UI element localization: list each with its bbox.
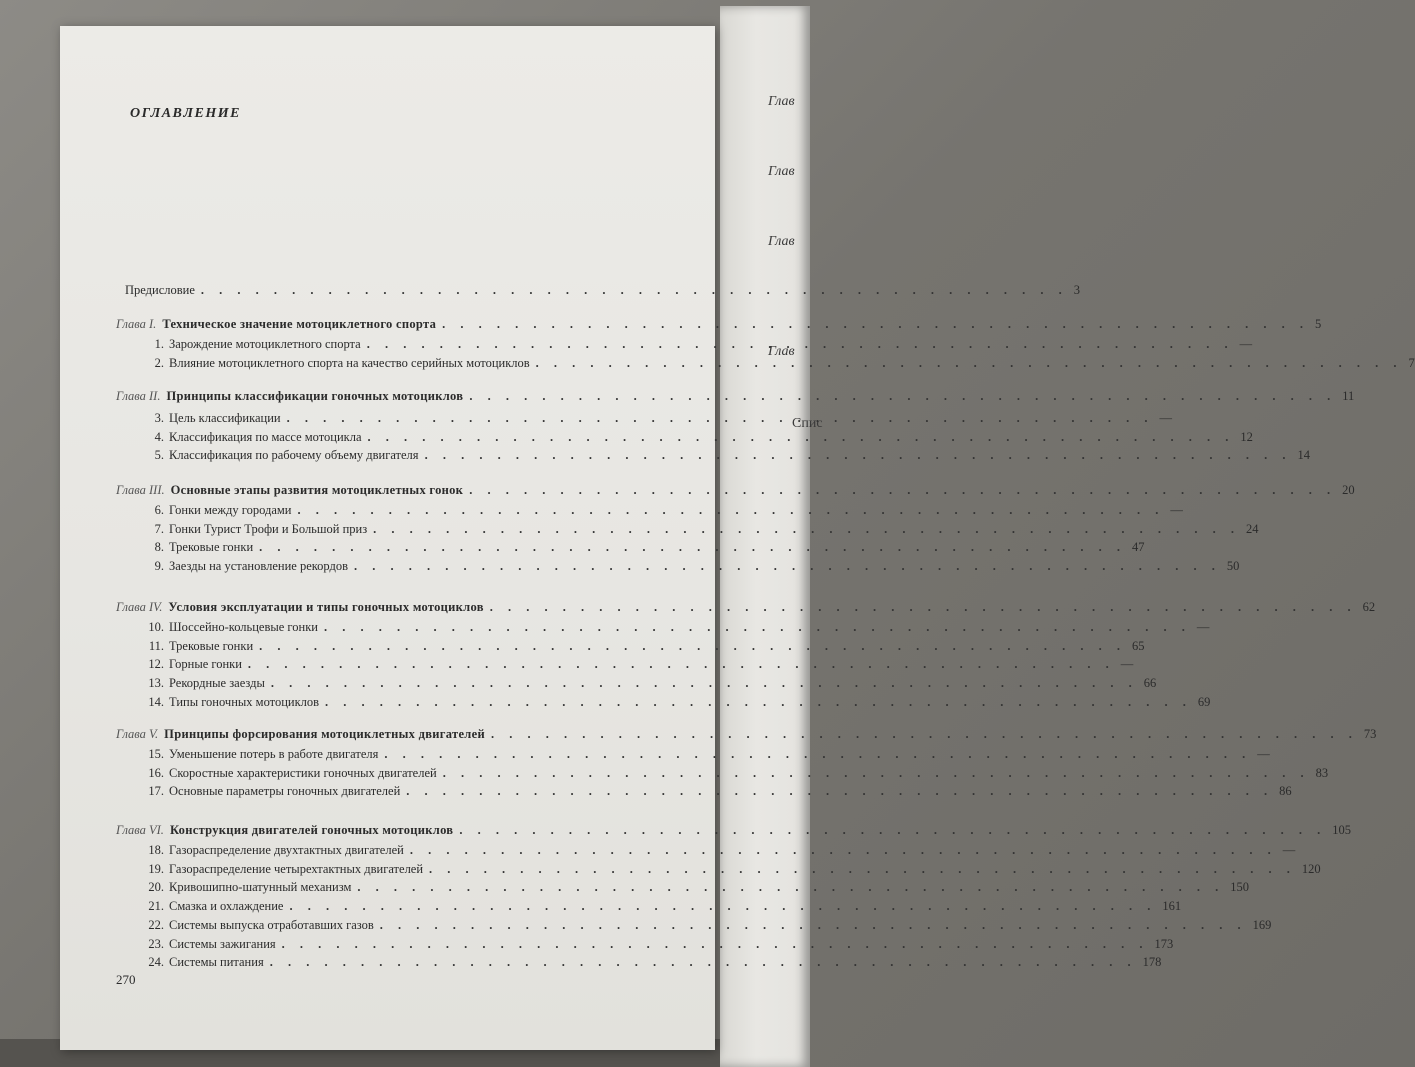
toc-section-entry	[146, 675, 1157, 691]
toc-section-label	[146, 619, 318, 635]
leader-dots	[429, 861, 1296, 877]
chapter-title: Основные этапы развития мотоциклетных гонок	[170, 483, 464, 497]
section-title: Зарождение мотоциклетного спорта	[169, 337, 361, 351]
section-number: 15.	[148, 747, 164, 761]
leader-dots	[201, 282, 1068, 298]
toc-section-entry	[146, 638, 1145, 654]
toc-page-number: 11	[1342, 389, 1355, 403]
leader-dots	[287, 410, 1154, 426]
section-number: 10.	[148, 620, 164, 634]
section-title: Шоссейно-кольцевые гонки	[169, 620, 318, 634]
section-title: Классификация по массе мотоцикла	[169, 429, 362, 444]
section-number: 6.	[154, 503, 164, 517]
section-number: 20.	[148, 880, 164, 895]
section-number: 5.	[154, 448, 164, 463]
section-title: Газораспределение двухтактных двигателей	[169, 843, 404, 857]
toc-section-entry	[146, 619, 1210, 635]
leader-dots	[324, 619, 1191, 635]
leader-dots	[410, 842, 1277, 858]
section-number: 16.	[148, 765, 164, 780]
toc-chapter-label	[116, 482, 463, 498]
section-title: Гонки между городами	[169, 503, 292, 517]
toc-section-label	[146, 638, 253, 654]
toc-page-number: 50	[1226, 559, 1240, 574]
toc-page-number: 65	[1132, 638, 1145, 653]
toc-chapter-entry	[116, 599, 1376, 615]
toc-page-number: —	[1170, 503, 1183, 517]
leader-dots	[491, 726, 1358, 742]
toc-section-entry	[146, 879, 1250, 895]
section-title: Скоростные характеристики гоночных двигателей	[169, 765, 437, 780]
toc-section-label	[146, 861, 423, 877]
leader-dots	[469, 388, 1336, 404]
section-number: 19.	[148, 861, 164, 876]
chapter-title: Конструкция двигателей гоночных мотоциклов	[169, 823, 454, 837]
section-number: 18.	[148, 843, 164, 857]
toc-section-entry	[146, 521, 1259, 537]
toc-page-number: —	[1239, 337, 1253, 351]
leader-dots	[443, 765, 1310, 781]
section-title: Типы гоночных мотоциклов	[169, 694, 320, 709]
toc-section-label	[146, 656, 242, 672]
toc-chapter-entry	[116, 316, 1322, 332]
toc-section-label	[146, 521, 367, 537]
leader-dots	[259, 638, 1126, 654]
toc-section-label	[146, 783, 400, 799]
toc-chapter-label	[116, 822, 453, 838]
toc-page-number: 14	[1297, 448, 1310, 463]
toc-page-number: 169	[1252, 917, 1272, 932]
section-title: Трековые гонки	[169, 638, 254, 653]
chapter-title: Техническое значение мотоциклетного спорта	[162, 317, 437, 331]
toc-section-entry	[146, 539, 1145, 555]
toc-page-number: 86	[1279, 784, 1292, 799]
toc-section-entry	[146, 861, 1321, 877]
leader-dots	[490, 599, 1357, 615]
toc-page-number: 7	[1408, 355, 1415, 370]
toc-section-entry	[146, 656, 1134, 672]
leader-dots	[282, 936, 1149, 952]
toc-section-entry	[146, 954, 1162, 970]
page-title: ОГЛАВЛЕНИЕ	[130, 106, 241, 121]
section-number: 1.	[154, 337, 164, 351]
toc-chapter-entry	[116, 822, 1351, 838]
chapter-word: Глава III.	[116, 483, 165, 497]
toc-section-entry	[146, 558, 1240, 574]
section-title: Газораспределение четырехтактных двигателей	[169, 861, 424, 876]
section-title: Влияние мотоциклетного спорта на качество серийных мотоциклов	[169, 355, 530, 370]
toc-section-entry	[146, 694, 1211, 710]
toc-chapter-label	[116, 726, 485, 742]
leader-dots	[406, 783, 1273, 799]
toc-section-label	[146, 898, 283, 914]
page-folio: 270	[116, 972, 136, 987]
chapter-word: Глава V.	[116, 727, 159, 741]
toc-page-number: —	[1257, 747, 1270, 761]
section-number: 9.	[154, 559, 164, 574]
toc-chapter-label	[116, 599, 484, 615]
leader-dots	[270, 954, 1137, 970]
toc-chapter-label	[116, 316, 436, 332]
section-number: 8.	[154, 540, 164, 555]
toc-section-label	[146, 355, 530, 371]
toc-section-entry	[146, 746, 1270, 762]
section-title: Горные гонки	[169, 657, 242, 672]
section-title: Цель классификации	[169, 411, 281, 425]
toc-page-number: 20	[1342, 483, 1355, 497]
toc-section-entry	[146, 502, 1183, 518]
toc-section-entry	[146, 355, 1415, 371]
toc-section-label	[146, 502, 292, 518]
section-title: Смазка и охлаждение	[169, 899, 284, 914]
toc-page-number: 105	[1332, 823, 1351, 837]
chapter-title: Принципы классификации гоночных мотоциклов	[166, 389, 464, 403]
toc-chapter-label	[116, 388, 463, 404]
section-title: Системы зажигания	[169, 936, 276, 951]
toc-chapter-entry	[116, 388, 1355, 404]
section-number: 23.	[148, 936, 164, 951]
section-number: 12.	[148, 657, 164, 672]
leader-dots	[271, 675, 1138, 691]
section-title: Системы выпуска отработавших газов	[169, 917, 374, 932]
toc-section-label	[146, 765, 437, 781]
section-title: Трековые гонки	[169, 540, 254, 555]
toc-entry-preface	[125, 282, 1081, 298]
leader-dots	[469, 482, 1336, 498]
toc-page-number: 47	[1132, 540, 1145, 555]
toc-section-entry	[146, 783, 1292, 799]
facing-page-line: Глав	[768, 234, 795, 249]
section-number: 2.	[154, 355, 164, 370]
leader-dots	[259, 539, 1126, 555]
section-title: Основные параметры гоночных двигателей	[169, 784, 401, 799]
leader-dots	[357, 879, 1224, 895]
section-number: 13.	[148, 676, 164, 691]
facing-page-line: Глав	[768, 94, 795, 109]
chapter-word: Глава IV.	[116, 600, 163, 614]
toc-section-entry	[146, 447, 1310, 463]
toc-chapter-entry	[116, 482, 1355, 498]
section-number: 3.	[154, 411, 164, 425]
toc-chapter-entry	[116, 726, 1377, 742]
toc-section-label	[146, 746, 378, 762]
chapter-word: Глава II.	[116, 389, 161, 403]
leader-dots	[325, 694, 1192, 710]
toc-section-label	[146, 842, 404, 858]
leader-dots	[368, 429, 1235, 445]
toc-page-number: —	[1196, 620, 1210, 634]
toc-section-label	[146, 917, 374, 933]
toc-page-number: 3	[1073, 283, 1081, 297]
section-title: Системы питания	[169, 955, 264, 970]
section-number: 21.	[148, 899, 164, 914]
toc-section-label	[146, 936, 276, 952]
toc-page-number: —	[1159, 411, 1172, 425]
facing-page-line: Глав	[768, 164, 795, 179]
leader-dots	[248, 656, 1115, 672]
toc-page-number: 73	[1363, 727, 1377, 741]
toc-section-label	[146, 336, 361, 352]
leader-dots	[367, 336, 1234, 352]
toc-section-label	[146, 879, 351, 895]
section-number: 17.	[148, 784, 164, 799]
toc-section-label	[146, 410, 281, 426]
toc-page-number: 120	[1301, 861, 1321, 876]
chapter-word: Глава VI.	[116, 823, 164, 837]
section-title: Гонки Турист Трофи и Большой приз	[169, 521, 368, 536]
toc-page-number: 83	[1315, 765, 1329, 780]
toc-page-number: 161	[1162, 899, 1182, 914]
leader-dots	[373, 521, 1240, 537]
toc-page-number: 173	[1154, 936, 1174, 951]
section-number: 22.	[148, 917, 164, 932]
toc-section-label	[146, 558, 348, 574]
chapter-title: Принципы форсирования мотоциклетных двигателей	[164, 727, 485, 741]
section-title: Классификация по рабочему объему двигателя	[169, 448, 419, 463]
toc-page-number: 178	[1142, 955, 1162, 970]
section-number: 24.	[148, 955, 164, 970]
toc-page-number: 5	[1315, 317, 1322, 331]
section-title: Уменьшение потерь в работе двигателя	[169, 747, 379, 761]
leader-dots	[459, 822, 1326, 838]
leader-dots	[289, 898, 1156, 914]
toc-page-number: —	[1120, 657, 1134, 672]
chapter-word: Глава I.	[116, 317, 157, 331]
toc-section-entry	[146, 917, 1272, 933]
toc-section-label	[146, 539, 253, 555]
section-title: Рекордные заезды	[169, 676, 265, 691]
toc-section-label	[146, 954, 264, 970]
toc-page-number: —	[1282, 843, 1296, 857]
toc-page-number: 62	[1362, 600, 1376, 614]
toc-section-entry	[146, 936, 1174, 952]
toc-section-entry	[146, 842, 1296, 858]
section-number: 14.	[148, 694, 164, 709]
section-number: 4.	[154, 429, 164, 444]
toc-page-number: 66	[1143, 676, 1157, 691]
toc-section-label	[146, 429, 362, 445]
leader-dots	[425, 447, 1292, 463]
toc-page-number: 24	[1246, 521, 1259, 536]
section-number: 11.	[148, 638, 164, 653]
facing-page-line: Спис	[792, 416, 823, 431]
toc-section-label	[146, 447, 419, 463]
section-title: Заезды на установление рекордов	[169, 559, 349, 574]
toc-section-label	[146, 694, 319, 710]
toc-page-number: 12	[1240, 429, 1253, 444]
toc-page-number: 69	[1197, 694, 1211, 709]
toc-section-label	[146, 675, 265, 691]
toc-entry-label: Предисловие	[125, 283, 195, 297]
toc-section-entry	[146, 765, 1329, 781]
toc-page-number: 150	[1230, 880, 1250, 895]
section-number: 7.	[154, 521, 164, 536]
leader-dots	[442, 316, 1309, 332]
chapter-title: Условия эксплуатации и типы гоночных мотоциклов	[168, 600, 484, 614]
leader-dots	[298, 502, 1165, 518]
section-title: Кривошипно-шатунный механизм	[169, 880, 352, 895]
leader-dots	[384, 746, 1251, 762]
leader-dots	[354, 558, 1221, 574]
leader-dots	[380, 917, 1247, 933]
toc-section-entry	[146, 429, 1253, 445]
facing-page-line: Глав	[768, 344, 795, 359]
toc-section-entry	[146, 898, 1182, 914]
leader-dots	[536, 355, 1403, 371]
